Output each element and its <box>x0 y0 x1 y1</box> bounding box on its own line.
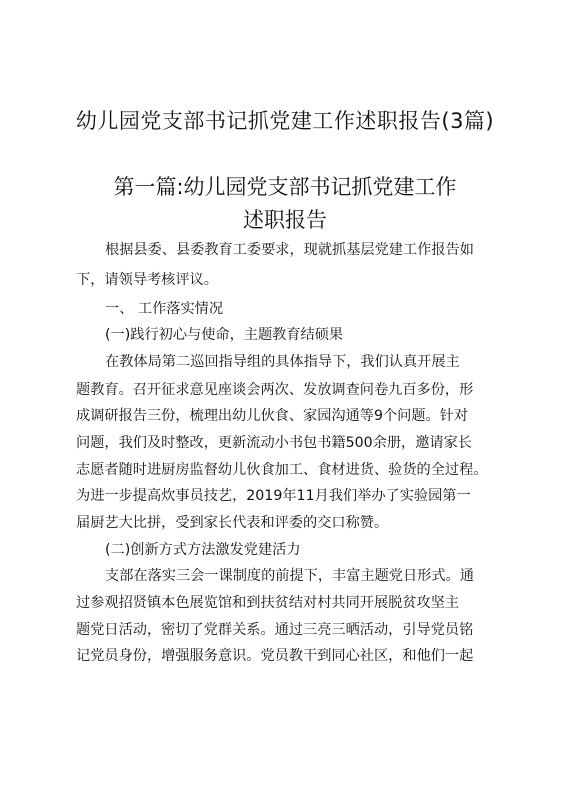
body-line: 题党日活动，密切了党群关系。通过三亮三晒活动，引导党员铭 <box>76 622 474 638</box>
body-line: 在教体局第二巡回指导组的具体指导下，我们认真开展主 <box>105 354 460 370</box>
body-line: 届厨艺大比拼，受到家长代表和评委的交口称赞。 <box>76 515 389 531</box>
body-line: 记党员身份，增强服务意识。党员教干到同心社区，和他们一起 <box>76 648 474 664</box>
subsection-heading: (一)践行初心与使命，主题教育结硕果 <box>105 327 344 343</box>
body-line: 过参观招贤镇本色展览馆和到扶贫结对村共同开展脱贫攻坚主 <box>76 595 460 611</box>
body-line: 为进一步提高炊事员技艺，2019年11月我们举办了实验园第一 <box>76 488 471 504</box>
section-heading: 一、 工作落实情况 <box>105 301 224 317</box>
subsection-heading: (二)创新方式方法激发党建活力 <box>105 542 301 558</box>
body-line: 题教育。召开征求意见座谈会两次、发放调查问卷九百多份，形 <box>76 382 474 398</box>
body-line: 成调研报告三份，梳理出幼儿伙食、家园沟通等9个问题。针对 <box>76 408 469 424</box>
document-title: 幼儿园党支部书记抓党建工作述职报告(3篇) <box>75 109 495 133</box>
part-one-title: 第一篇:幼儿园党支部书记抓党建工作 <box>113 175 457 199</box>
body-line: 问题，我们及时整改，更新流动小书包书籍500余册，邀请家长 <box>76 435 472 451</box>
body-line: 支部在落实三会一课制度的前提下，丰富主题党日形式。通 <box>105 568 474 584</box>
body-line: 下，请领导考核评议。 <box>76 272 218 288</box>
body-line: 志愿者随时进厨房监督幼儿伙食加工、食材进货、验货的全过程。 <box>76 462 488 478</box>
part-one-title-continued: 述职报告 <box>243 208 327 232</box>
body-line: 根据县委、县委教育工委要求，现就抓基层党建工作报告如 <box>105 242 474 258</box>
